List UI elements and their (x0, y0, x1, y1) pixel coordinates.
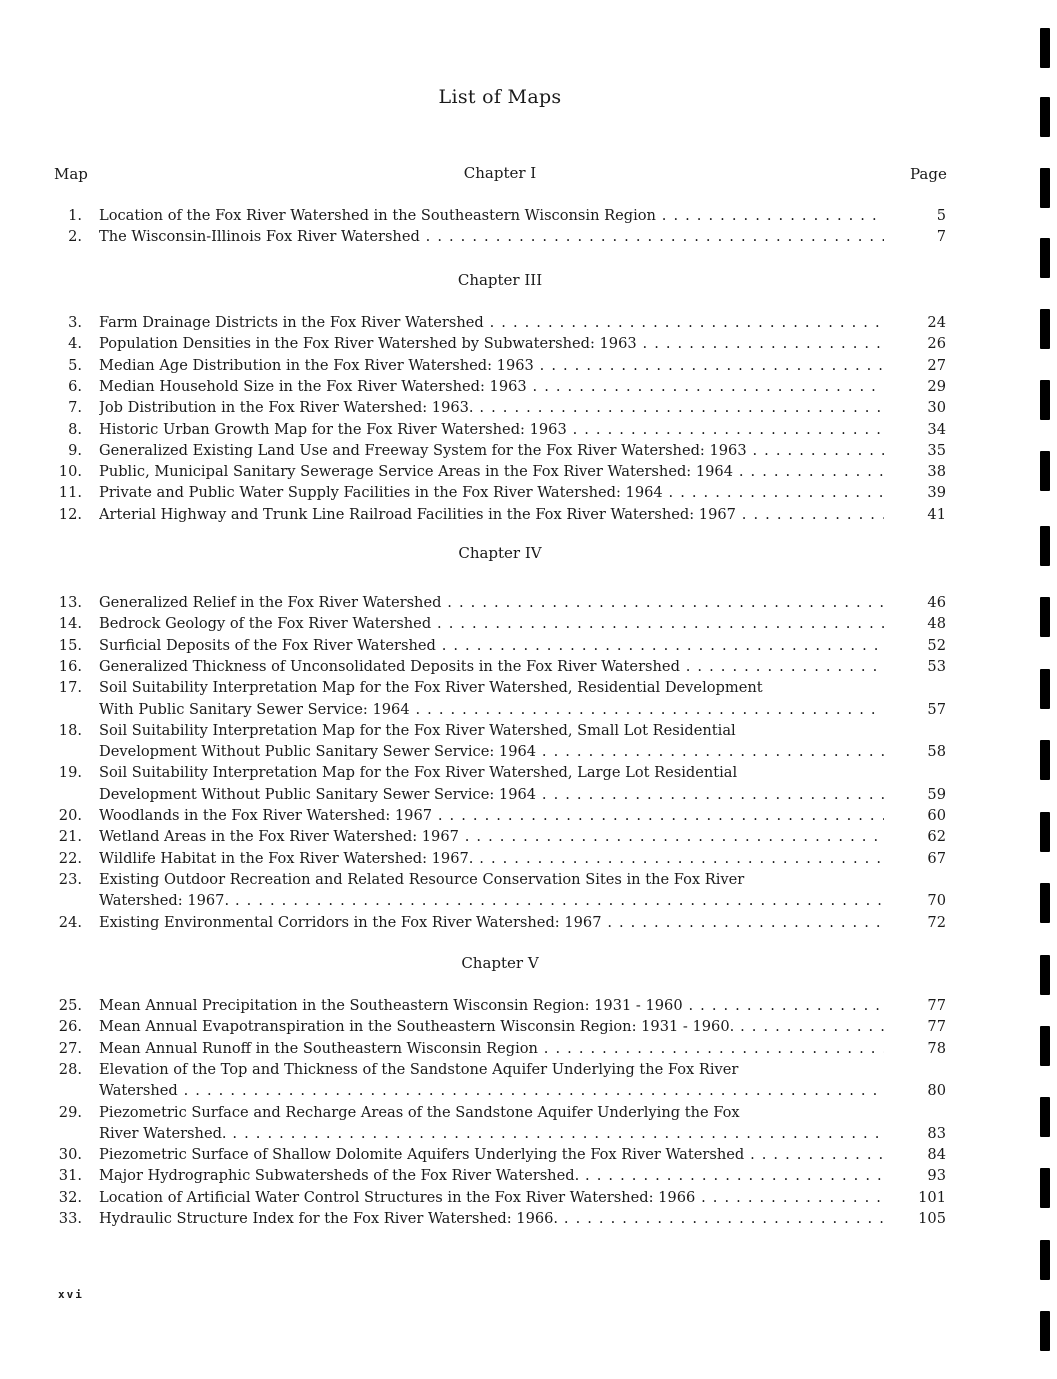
binding-mark (1040, 669, 1050, 709)
map-title: Job Distribution in the Fox River Watershed: 1963. . . . (99, 397, 884, 418)
page-title: List of Maps (438, 86, 562, 108)
map-entry (0, 440, 1000, 461)
page-number: 67 (927, 849, 946, 867)
page-number: 48 (927, 615, 946, 633)
map-number: 32. (58, 1188, 82, 1206)
page-number: 72 (927, 913, 946, 931)
map-title: Major Hydrographic Subwatersheds of the Fox River Watershed. . . . (99, 1165, 884, 1186)
map-title: The Wisconsin-Illinois Fox River Watershed . . . (99, 226, 884, 247)
page-number: 101 (918, 1188, 946, 1206)
page-column-header: Page (910, 165, 947, 183)
page-number: 35 (927, 441, 946, 459)
page-folio: xvi (58, 1288, 84, 1301)
page-number: 70 (927, 892, 946, 910)
map-title: Generalized Relief in the Fox River Watershed . . . (99, 592, 884, 613)
map-title: Surficial Deposits of the Fox River Watershed . . . (99, 635, 884, 656)
map-number: 2. (68, 228, 82, 246)
map-title: Existing Environmental Corridors in the Fox River Watershed: 1967 . . . (99, 912, 884, 933)
binding-mark (1040, 740, 1050, 780)
map-entry (0, 656, 1000, 677)
page-number: 24 (927, 314, 946, 331)
map-title: Historic Urban Growth Map for the Fox River Watershed: 1963 . . . (99, 419, 884, 440)
map-entry (0, 333, 1000, 354)
map-number: 25. (58, 997, 82, 1014)
map-entry (0, 995, 1000, 1016)
map-number: 17. (58, 679, 82, 697)
page-number: 62 (927, 828, 946, 846)
map-number: 8. (68, 420, 82, 438)
map-title: Mean Annual Runoff in the Southeastern Wisconsin Region . . . (99, 1038, 884, 1059)
page-number: 105 (918, 1210, 946, 1227)
page-number: 39 (927, 484, 946, 502)
map-title: Location of the Fox River Watershed in the Southeastern Wisconsin Region . . . (99, 205, 884, 226)
map-number: 16. (58, 657, 82, 675)
map-title: Median Age Distribution in the Fox River Watershed: 1963 . . . (99, 355, 884, 376)
page-number: 5 (936, 207, 946, 224)
binding-mark (1040, 1097, 1050, 1137)
map-entry (0, 869, 1000, 890)
map-entry (0, 1208, 1000, 1229)
page-number: 80 (927, 1082, 946, 1100)
map-number: 10. (58, 463, 82, 481)
map-number: 22. (58, 849, 82, 867)
map-title: Location of Artificial Water Control Structures in the Fox River Watershed: 1966 . . . (99, 1187, 884, 1208)
map-title: Soil Suitability Interpretation Map for the Fox River Watershed, Small Lot Residential (99, 721, 736, 739)
map-title: Elevation of the Top and Thickness of the Sandstone Aquifer Underlying the Fox River (99, 1060, 739, 1078)
binding-mark (1040, 1026, 1050, 1066)
map-number: 4. (68, 335, 82, 353)
map-entry (0, 355, 1000, 376)
map-title: Wetland Areas in the Fox River Watershed: 1967 . . . (99, 826, 884, 847)
binding-mark (1040, 883, 1050, 923)
map-title: Soil Suitability Interpretation Map for the Fox River Watershed, Large Lot Residential (99, 764, 738, 782)
map-number: 24. (58, 913, 82, 931)
binding-mark (1040, 28, 1050, 68)
map-entry (0, 226, 1000, 247)
map-entry (0, 699, 1000, 720)
map-number: 31. (58, 1167, 82, 1185)
page-number: 41 (927, 505, 946, 523)
chapter-heading: Chapter V (461, 954, 539, 972)
page-number: 84 (927, 1146, 946, 1164)
map-number: 19. (58, 764, 82, 782)
map-entry (0, 677, 1000, 698)
page-number: 34 (927, 420, 946, 438)
map-entry (0, 635, 1000, 656)
map-title: Watershed: 1967. . . . (99, 890, 884, 911)
page-number: 46 (927, 594, 946, 611)
map-entry (0, 720, 1000, 741)
map-entry (0, 826, 1000, 847)
map-number: 33. (58, 1210, 82, 1227)
map-entry (0, 376, 1000, 397)
map-title: Mean Annual Precipitation in the Southeastern Wisconsin Region: 1931 - 1960 . . . (99, 995, 884, 1016)
map-number: 1. (68, 207, 82, 224)
map-number: 11. (58, 484, 82, 502)
page-number: 57 (927, 700, 946, 718)
binding-marks (1040, 0, 1057, 1379)
map-number: 13. (58, 594, 82, 611)
page-number: 77 (927, 997, 946, 1014)
map-title: Development Without Public Sanitary Sewer Service: 1964 . . . (99, 784, 884, 805)
page-number: 78 (927, 1039, 946, 1057)
map-number: 27. (58, 1039, 82, 1057)
page-number: 7 (936, 228, 946, 246)
map-title: Generalized Thickness of Unconsolidated Deposits in the Fox River Watershed . . . (99, 656, 884, 677)
map-entry (0, 1080, 1000, 1101)
map-number: 14. (58, 615, 82, 633)
map-number: 3. (68, 314, 82, 331)
binding-mark (1040, 168, 1050, 208)
page-number: 29 (927, 377, 946, 395)
map-entry (0, 848, 1000, 869)
map-title: Development Without Public Sanitary Sewer Service: 1964 . . . (99, 741, 884, 762)
map-title: Bedrock Geology of the Fox River Watershed . . . (99, 613, 884, 634)
binding-mark (1040, 526, 1050, 566)
binding-mark (1040, 597, 1050, 637)
map-title: Piezometric Surface and Recharge Areas of the Sandstone Aquifer Underlying the Fox (99, 1103, 740, 1121)
map-title: Private and Public Water Supply Facilities in the Fox River Watershed: 1964 . . . (99, 482, 884, 503)
map-entry (0, 1016, 1000, 1037)
map-title: With Public Sanitary Sewer Service: 1964 . . . (99, 699, 884, 720)
map-title: Woodlands in the Fox River Watershed: 1967 . . . (99, 805, 884, 826)
map-number: 23. (58, 870, 82, 888)
binding-mark (1040, 1311, 1050, 1351)
map-entry (0, 1144, 1000, 1165)
map-number: 28. (58, 1060, 82, 1078)
page-number: 53 (927, 657, 946, 675)
map-number: 12. (58, 505, 82, 523)
binding-mark (1040, 238, 1050, 278)
page-number: 60 (927, 807, 946, 824)
map-entry (0, 784, 1000, 805)
map-entry (0, 461, 1000, 482)
binding-mark (1040, 955, 1050, 995)
binding-mark (1040, 380, 1050, 420)
map-title: Median Household Size in the Fox River Watershed: 1963 . . . (99, 376, 884, 397)
page-number: 58 (927, 743, 946, 761)
map-number: 15. (58, 636, 82, 654)
map-entry (0, 613, 1000, 634)
map-entry (0, 741, 1000, 762)
map-entry (0, 504, 1000, 525)
page-number: 93 (927, 1167, 946, 1185)
chapter-heading: Chapter IV (458, 544, 542, 562)
map-entry (0, 1038, 1000, 1059)
map-title: Piezometric Surface of Shallow Dolomite Aquifers Underlying the Fox River Watershed . . . (99, 1144, 884, 1165)
map-number: 9. (68, 441, 82, 459)
map-title: Population Densities in the Fox River Watershed by Subwatershed: 1963 . . . (99, 333, 884, 354)
map-entry (0, 592, 1000, 613)
map-number: 30. (58, 1146, 82, 1164)
map-entry (0, 912, 1000, 933)
map-title: Wildlife Habitat in the Fox River Watershed: 1967. . . . (99, 848, 884, 869)
map-title: Soil Suitability Interpretation Map for the Fox River Watershed, Residential Development (99, 679, 763, 697)
map-entry (0, 419, 1000, 440)
map-title: Generalized Existing Land Use and Freeway System for the Fox River Watershed: 1963 . . . (99, 440, 884, 461)
map-title: Mean Annual Evapotranspiration in the Southeastern Wisconsin Region: 1931 - 1960. . . . (99, 1016, 884, 1037)
map-title: River Watershed. . . . (99, 1123, 884, 1144)
map-title: Hydraulic Structure Index for the Fox River Watershed: 1966. . . . (99, 1208, 884, 1229)
map-entry (0, 762, 1000, 783)
map-title: Existing Outdoor Recreation and Related Resource Conservation Sites in the Fox River (99, 870, 745, 888)
binding-mark (1040, 309, 1050, 349)
chapter-heading: Chapter III (457, 271, 543, 289)
chapter-heading: Chapter I (463, 164, 537, 182)
map-number: 21. (58, 828, 82, 846)
map-entry (0, 205, 1000, 226)
page-number: 26 (927, 335, 946, 353)
binding-mark (1040, 1168, 1050, 1208)
map-number: 5. (68, 356, 82, 374)
binding-mark (1040, 812, 1050, 852)
map-number: 6. (68, 377, 82, 395)
map-number: 20. (58, 807, 82, 824)
map-entry (0, 890, 1000, 911)
page-number: 38 (927, 463, 946, 481)
map-entry (0, 1165, 1000, 1186)
map-number: 18. (58, 721, 82, 739)
map-entry (0, 397, 1000, 418)
page-number: 77 (927, 1018, 946, 1036)
map-column-header: Map (54, 165, 88, 183)
page-number: 83 (927, 1124, 946, 1142)
binding-mark (1040, 1240, 1050, 1280)
map-number: 7. (68, 399, 82, 417)
map-entry (0, 1187, 1000, 1208)
map-number: 29. (58, 1103, 82, 1121)
page-number: 27 (927, 356, 946, 374)
map-entry (0, 1102, 1000, 1123)
map-title: Watershed . . . (99, 1080, 884, 1101)
map-entry (0, 482, 1000, 503)
page-number: 52 (927, 636, 946, 654)
binding-mark (1040, 451, 1050, 491)
map-entry (0, 805, 1000, 826)
map-title: Arterial Highway and Trunk Line Railroad Facilities in the Fox River Watershed: 1967 . . . (99, 504, 884, 525)
map-entry (0, 312, 1000, 333)
map-number: 26. (58, 1018, 82, 1036)
map-entry (0, 1123, 1000, 1144)
page-number: 30 (927, 399, 946, 417)
map-title: Public, Municipal Sanitary Sewerage Service Areas in the Fox River Watershed: 1964 . . . (99, 461, 884, 482)
binding-mark (1040, 97, 1050, 137)
map-title: Farm Drainage Districts in the Fox River Watershed . . . (99, 312, 884, 333)
page-number: 59 (927, 785, 946, 803)
map-entry (0, 1059, 1000, 1080)
